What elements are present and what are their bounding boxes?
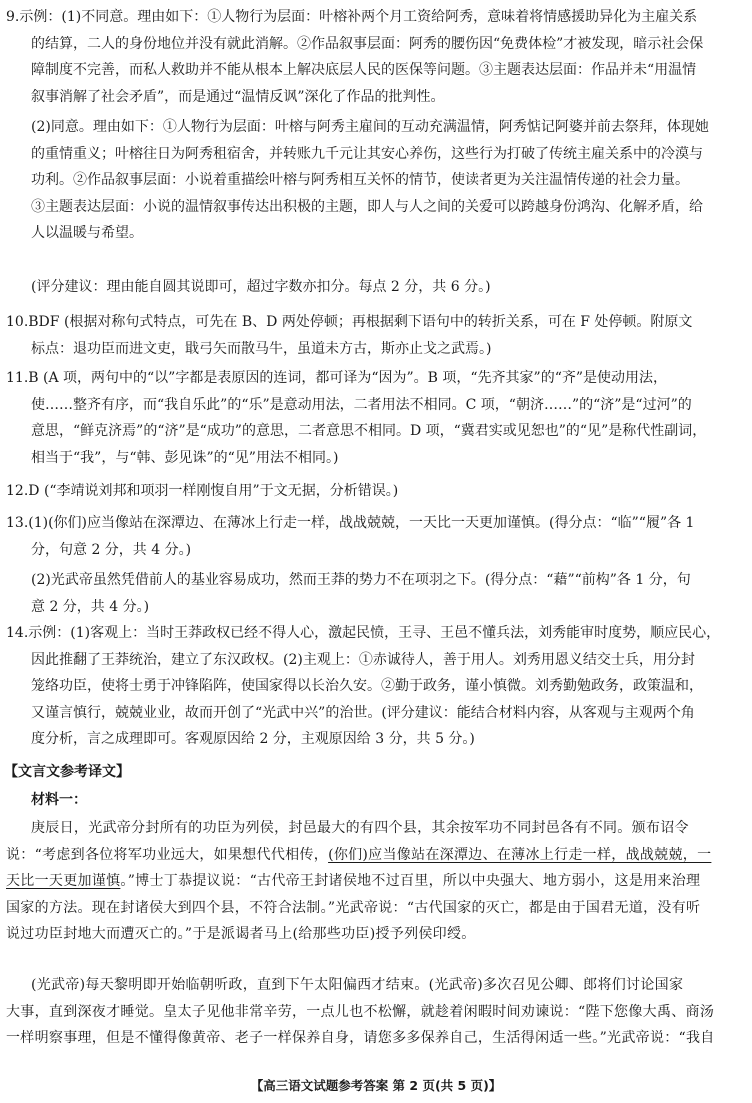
label-text: 材料一： (31, 792, 87, 808)
text-line: 一样明察事理，但是不懂得像黄帝、老子一样保养自身，请您多多保养自己，生活得闲适一些。”光武帝说：“我自 (6, 1030, 715, 1046)
page-footer: 【高三语文试题参考答案 第 2 页(共 5 页)】 (250, 1078, 502, 1093)
q14-answer (0, 620, 752, 753)
text-line: 因此推翻了王莽统治，建立了东汉政权。(2)主观上：①赤诚待人，善于用人。刘秀用恩义结交士兵，用分封 (31, 651, 695, 668)
section-heading (0, 759, 752, 786)
material-label (0, 787, 752, 814)
translation-paragraph-2 (0, 972, 752, 1052)
text-line (0, 868, 752, 895)
q13-answer (0, 510, 752, 620)
text-line: 障制度不完善，而私人救助并不能从根本上解决底层人民的医保等问题。③主题表达层面：作品并未“用温情 (31, 62, 697, 78)
text-line: (评分建议：理由能自圆其说即可，超过字数亦扣分。每点 2 分，共 6 分。) (31, 279, 491, 295)
text-line: (2)光武帝虽然凭借前人的基业容易成功，然而王莽的势力不在项羽之下。(得分点：“藉”“前构”各 1 分，句 (31, 572, 691, 588)
text-line: (2)同意。理由如下：①人物行为层面：叶榕与阿秀主雇间的互动充满温情，阿秀惦记阿婆并前去祭拜，体现她 (31, 119, 709, 135)
text-line: 分，句意 2 分，共 4 分。) (31, 541, 192, 558)
text-line: 说过功臣封地大而遭灭亡的。”于是派谒者马上(给那些功臣)授予列侯印绶。 (6, 926, 476, 942)
text-line: 人以温暖与希望。 (31, 225, 143, 241)
text-segment: 。”博士丁恭提议说：“古代帝王封诸侯地不过百里，所以中央强大、地方弱小，这是用来治理 (120, 873, 701, 889)
q9-scoring-note (0, 274, 752, 301)
text-line: 14.示例：(1)客观上：当时王莽政权已经不得人心，激起民愤，王寻、王邑不懂兵法，刘秀能审时度势，顺应民心， (6, 625, 721, 641)
text-line: 意思，“鲜克济焉”的“济”是“成功”的意思，二者意思不相同。D 项，“冀君实或见恕也”的“见”是称代性副词， (31, 423, 707, 439)
q9-answer-part2 (0, 114, 752, 247)
q12-answer (0, 478, 752, 505)
text-line: 笼络功臣，使将士勇于冲锋陷阵，使国家得以长治久安。②勤于政务，谨小慎微。刘秀勤勉政务，政策温和， (31, 678, 703, 694)
text-line: 11.B (A 项，两句中的“以”字都是表原因的连词，都可译为“因为”。B 项，“先齐其家”的“齐”是使动用法， (6, 370, 668, 386)
text-segment: 说：“考虑到各位将军功业远大，如果想代代相传， (6, 846, 329, 863)
text-line: 庚辰日，光武帝分封所有的功臣为列侯，封邑最大的有四个县，其余按军功不同封邑各有不同。颁布诏令 (31, 820, 689, 836)
underlined-text: 天比一天更加谨慎 (6, 873, 121, 889)
text-line: 的重情重义；叶榕往日为阿秀租宿舍，并转账九千元让其安心养伤，这些行为打破了传统主雇关系中的冷漠与 (31, 145, 703, 162)
translation-paragraph-1 (0, 815, 752, 948)
text-line: 使……整齐有序，而“我自乐此”的“乐”是意动用法，二者用法不相同。C 项，“朝济……”的“济”是“过河”的 (31, 396, 692, 413)
text-line: 10.BDF (根据对称句式特点，可先在 B、D 两处停顿；再根据剩下语句中的转折关系，可在 F 处停顿。附原文 (6, 314, 693, 330)
text-line: 叙事消解了社会矛盾”，而是通过“温情反讽”深化了作品的批判性。 (31, 88, 445, 105)
text-line: 标点：退功臣而进文吏，戢弓矢而散马牛，虽道未方古，斯亦止戈之武焉。) (31, 340, 492, 357)
q11-answer (0, 365, 752, 471)
underlined-text: (你们)应当像站在深潭边、在薄冰上行走一样，战战兢兢，一 (328, 846, 712, 863)
text-line: 相当于“我”，与“韩、彭见诛”的“见”用法不相同。) (31, 449, 339, 466)
text-line: (光武帝)每天黎明即开始临朝听政，直到下午太阳偏西才结束。(光武帝)多次召见公卿、郎将们讨论国家 (31, 977, 684, 993)
text-line: 意 2 分，共 4 分。) (31, 598, 150, 615)
text-line (0, 842, 752, 869)
text-line: 度分析，言之成理即可。客观原因给 2 分，主观原因给 3 分，共 5 分。) (31, 731, 475, 747)
text-line: 国家的方法。现在封诸侯大到四个县，不符合法制。”光武帝说：“古代国家的灭亡，都是由于国君无道，没有听 (6, 899, 701, 916)
text-line: 的结算，二人的身份地位并没有就此消解。②作品叙事层面：阿秀的腰伤因“免费体检”才被发现，暗示社会保 (31, 35, 704, 52)
text-line: 大事，直到深夜才睡觉。皇太子见他非常辛劳，一点儿也不松懈，就趁着闲暇时间劝谏说：“陛下您像大禹、商汤 (6, 1003, 715, 1020)
text-line: 12.D (“李靖说刘邦和项羽一样刚愎自用”于文无据，分析错误。) (6, 483, 399, 499)
q9-answer-part1 (0, 4, 752, 110)
text-line: 功利。②作品叙事层面：小说着重描绘叶榕与阿秀相互关怀的情节，使读者更为关注温情传递的社会力量。 (31, 172, 689, 188)
q10-answer (0, 309, 752, 362)
text-line: 13.(1)(你们)应当像站在深潭边、在薄冰上行走一样，战战兢兢，一天比一天更加谨慎。(得分点：“临”“履”各 1 (6, 515, 695, 531)
heading-text: 【文言文参考译文】 (4, 764, 130, 780)
text-line: 9.示例：(1)不同意。理由如下：①人物行为层面：叶榕补两个月工资给阿秀，意味着将情感援助异化为主雇关系 (6, 9, 698, 25)
text-line: 又谨言慎行，兢兢业业，故而开创了“光武中兴”的治世。(评分建议：能结合材料内容，从客观与主观两个角 (31, 704, 695, 721)
text-line: ③主题表达层面：小说的温情叙事传达出积极的主题，即人与人之间的关爱可以跨越身份鸿沟、化解矛盾，给 (31, 198, 703, 215)
